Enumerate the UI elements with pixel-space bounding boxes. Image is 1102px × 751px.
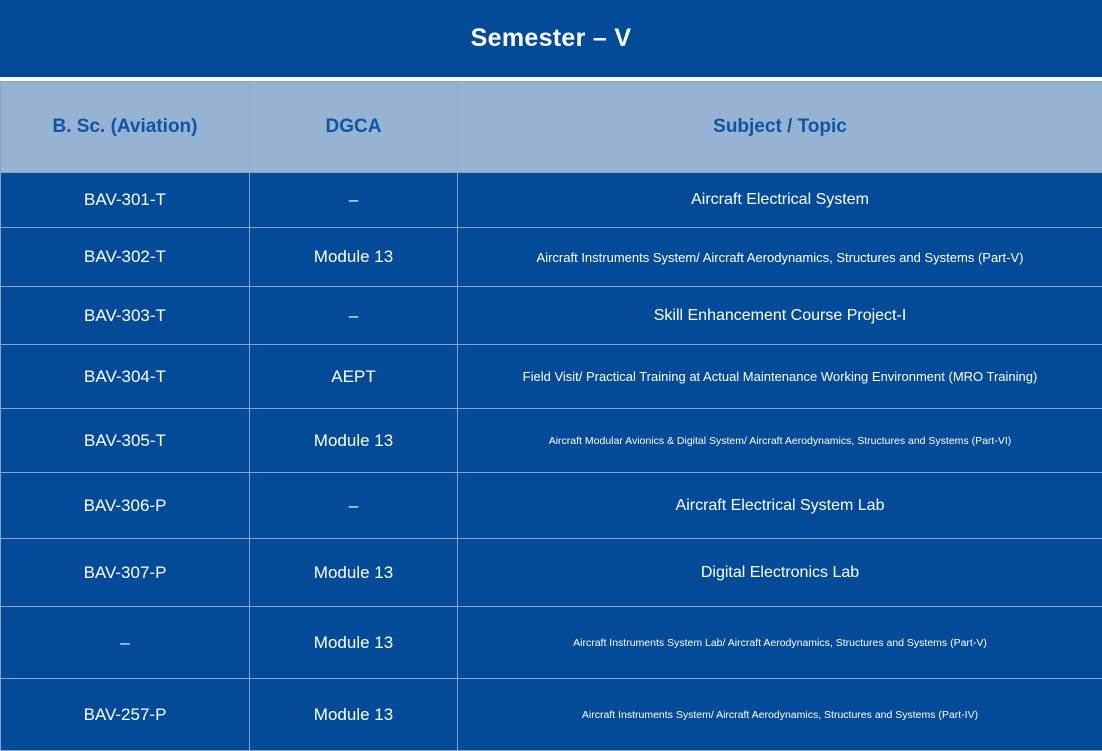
subject-topic: Aircraft Electrical System Lab [458, 473, 1102, 539]
dgca-module: Module 13 [250, 409, 458, 473]
table-row [1, 607, 1102, 679]
course-code: BAV-303-T [1, 287, 250, 345]
dgca-module: – [250, 287, 458, 345]
dgca-module: Module 13 [250, 679, 458, 751]
dgca-module: AEPT [250, 345, 458, 409]
column-header-dgca: DGCA [250, 82, 458, 173]
table-row [1, 173, 1102, 228]
semester-table [0, 81, 1102, 751]
course-code: BAV-301-T [1, 173, 250, 228]
table-header [1, 82, 1102, 173]
table-row [1, 539, 1102, 607]
dgca-module: Module 13 [250, 539, 458, 607]
dgca-module: – [250, 173, 458, 228]
table-row [1, 287, 1102, 345]
dgca-module: Module 13 [250, 228, 458, 287]
subject-topic: Field Visit/ Practical Training at Actual Maintenance Working Environment (MRO Training) [458, 345, 1102, 409]
table-row [1, 679, 1102, 751]
course-code: BAV-304-T [1, 345, 250, 409]
column-header-subject: Subject / Topic [458, 82, 1102, 173]
course-code: BAV-307-P [1, 539, 250, 607]
table-row [1, 228, 1102, 287]
subject-topic: Aircraft Modular Avionics & Digital System/ Aircraft Aerodynamics, Structures and Systems (Part-VI) [458, 409, 1102, 473]
dgca-module: Module 13 [250, 607, 458, 679]
course-code: BAV-305-T [1, 409, 250, 473]
course-code: BAV-302-T [1, 228, 250, 287]
subject-topic: Digital Electronics Lab [458, 539, 1102, 607]
subject-topic: Aircraft Instruments System/ Aircraft Aerodynamics, Structures and Systems (Part-IV) [458, 679, 1102, 751]
semester-title: Semester – V [0, 0, 1102, 77]
column-header-bsc: B. Sc. (Aviation) [1, 82, 250, 173]
subject-topic: Aircraft Electrical System [458, 173, 1102, 228]
subject-topic: Aircraft Instruments System/ Aircraft Aerodynamics, Structures and Systems (Part-V) [458, 228, 1102, 287]
dgca-module: – [250, 473, 458, 539]
table-row [1, 409, 1102, 473]
course-code: BAV-257-P [1, 679, 250, 751]
table-row [1, 345, 1102, 409]
course-code: – [1, 607, 250, 679]
course-code: BAV-306-P [1, 473, 250, 539]
subject-topic: Aircraft Instruments System Lab/ Aircraft Aerodynamics, Structures and Systems (Part-V) [458, 607, 1102, 679]
subject-topic: Skill Enhancement Course Project-I [458, 287, 1102, 345]
table-row [1, 473, 1102, 539]
